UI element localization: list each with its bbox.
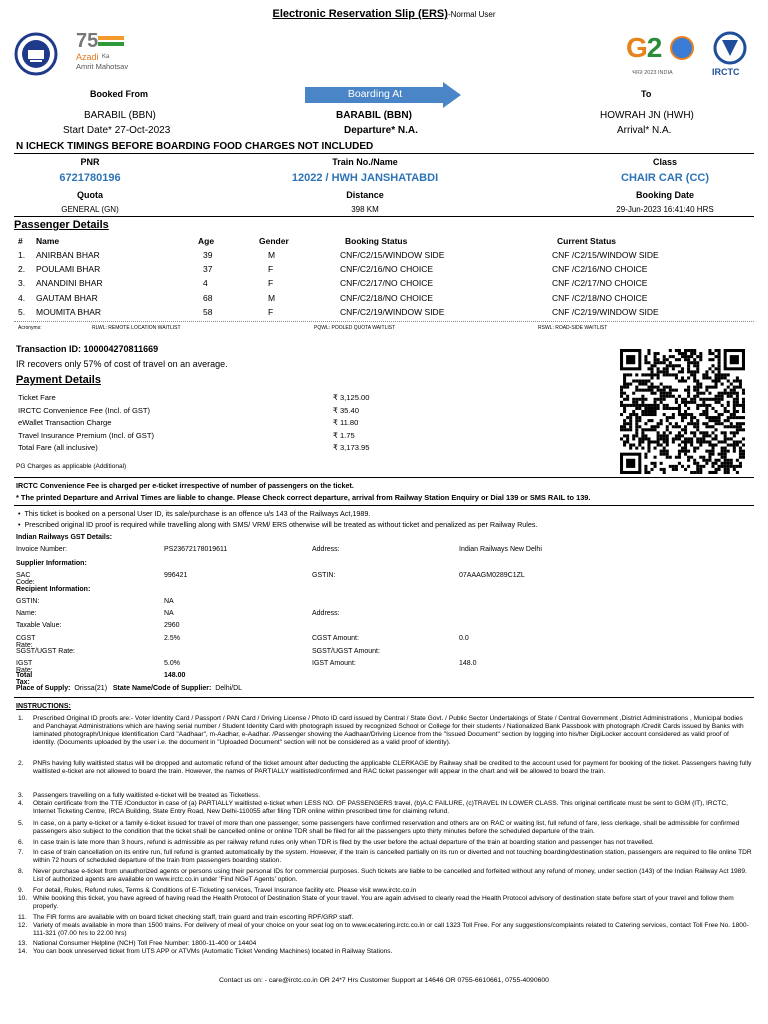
instruction-item: 8. Never purchase e-ticket from unauthorized agents or persons using their personal IDs for commercial purposes. Such tickets are liable to be cancelled and forfeited without any refund of money, under section (143) of the Indian Railway Act 1989. List of authorized agents are available on www.irctc.co.in under 'Find NGeT Agents' option.: [18, 868, 747, 883]
from-station: BARABIL (BBN): [84, 110, 156, 121]
train-value: 12022 / HWH JANSHATABDI: [291, 172, 439, 184]
passenger-cell: CNF /C2/15/WINDOW SIDE: [552, 250, 659, 260]
booking-date-value: 29-Jun-2023 16:41:40 HRS: [616, 205, 714, 214]
instruction-item: 1. Prescribed Original ID proofs are:- Voter Identity Card / Passport / PAN Card / Driving License / Photo ID card issued by Central / State Govt. / Public Sector Undertakings of State / Central Government ,District Administrations , Municipal bodies and Panchayat Administrations which are having serial number / Student Identity Card with photograph issued by recognized School or College for their students / Nationalized Bank Passbook with photograph /Credit Cards issued by Banks with laminated photograph/Unique Identification Card "Aadhaar", m-Aadhar, e-Aadhar. /Passenger showing the Aadhaar/Driving Licence from the "Issued Document" section by logging into his/her DigiLocker account considered as valid proof of identity. (Documents uploaded by the user i.e. the document in "Uploaded Document" section will not be considered as a valid proof of identity).: [18, 715, 744, 746]
page-title: [0, 8, 768, 20]
passenger-cell: 58: [203, 306, 213, 317]
payment-amount: ₹ 3,173.95: [333, 443, 370, 452]
instruction-item: 12. Variety of meals available in more than 1500 trains. For delivery of meal of your choice on your seat log on to www.ecatering.irctc.co.in or call 1323 Toll Free. For any suggestions/complaints related to Catering services, contact Toll Free No. 1800-111-321 (07.00 hrs to 22.00 hrs): [18, 922, 749, 937]
passenger-cell: F: [268, 264, 274, 275]
indian-railways-logo: [14, 32, 58, 76]
passenger-row: [0, 278, 768, 292]
start-date: Start Date* 27-Oct-2023: [63, 125, 171, 136]
train-label: Train No./Name: [332, 157, 398, 167]
convenience-note: IRCTC Convenience Fee is charged per e-ticket irrespective of number of passengers on the ticket.: [16, 481, 354, 490]
passenger-header-row: # Name Age Gender Booking Status Current Status: [18, 236, 617, 246]
quota-label: Quota: [77, 190, 103, 200]
passenger-cell: 37: [203, 264, 213, 275]
distance-label: Distance: [346, 190, 384, 200]
passenger-cell: CNF/C2/15/WINDOW SIDE: [340, 250, 445, 260]
passenger-cell: F: [268, 306, 274, 317]
passenger-cell: 1.: [18, 250, 26, 260]
pg-note: PG Charges as applicable (Additional): [16, 463, 127, 470]
passenger-cell: CNF/C2/17/NO CHOICE: [340, 278, 434, 289]
to-label: To: [641, 89, 652, 99]
payment-amount: ₹ 3,125.00: [333, 393, 370, 402]
boarding-at-arrow: Boarding At: [305, 82, 461, 108]
passenger-cell: ANIRBAN BHAR: [36, 250, 100, 260]
payment-amount: ₹ 1.75: [333, 430, 355, 440]
passenger-heading: Passenger Details: [14, 219, 109, 231]
quota-value: GENERAL (GN): [61, 205, 119, 214]
arrival: Arrival* N.A.: [617, 125, 672, 136]
passenger-cell: CNF/C2/18/NO CHOICE: [340, 292, 434, 303]
payment-label: Travel Insurance Premium (Incl. of GST): [18, 430, 155, 440]
instruction-item: 13. National Consumer Helpline (NCH) Toll Free Number: 1800-11-400 or 14404: [18, 940, 257, 947]
payment-label: IRCTC Convenience Fee (Incl. of GST): [18, 405, 151, 415]
payment-label: Ticket Fare: [18, 393, 56, 402]
acronym-pqwl: PQWL: POOLED QUOTA WAITLIST: [314, 325, 396, 331]
notice-line: N ICHECK TIMINGS BEFORE BOARDING FOOD CHARGES NOT INCLUDED: [16, 141, 374, 152]
bullet-2: • Prescribed original ID proof is required while travelling along with SMS/ VRM/ ERS otherwise will be treated as without ticket and penalized as per Railway Rules.: [18, 520, 538, 529]
azadi-ka-amrit-mahotsav-logo: 75 Azadi Ka Amrit Mahotsav: [76, 30, 129, 71]
passenger-cell: F: [268, 278, 274, 289]
acronym-rswl: RSWL: ROAD-SIDE WAITLIST: [538, 325, 608, 331]
payment-amount: ₹ 11.80: [333, 418, 359, 427]
passenger-cell: CNF /C2/18/NO CHOICE: [552, 292, 648, 303]
passenger-cell: CNF/C2/19/WINDOW SIDE: [340, 306, 445, 317]
recover-note: IR recovers only 57% of cost of travel on an average.: [16, 359, 228, 369]
bullet-1: • This ticket is booked on a personal User ID, its sale/purchase is an offence u/s 143 of the Railways Act,1989.: [18, 509, 371, 518]
instruction-item: 10. While booking this ticket, you have agreed of having read the Health Protocol of Destination State of your travel. You are again advised to clearly read the Health Protocol advisory of destination state before start of your travel and follow them properly.: [18, 895, 734, 910]
passenger-row: [0, 264, 768, 278]
passenger-cell: 3.: [18, 278, 26, 289]
passenger-cell: 2.: [18, 264, 26, 275]
booked-from-label: Booked From: [90, 89, 149, 99]
passenger-cell: POULAMI BHAR: [36, 264, 101, 275]
passenger-cell: GAUTAM BHAR: [36, 292, 98, 303]
departure: Departure* N.A.: [344, 125, 418, 136]
passenger-cell: MOUMITA BHAR: [36, 306, 102, 317]
pnr-value: 6721780196: [59, 172, 121, 184]
passenger-cell: M: [268, 292, 276, 303]
passenger-cell: CNF /C2/17/NO CHOICE: [552, 278, 648, 289]
g20-logo: G2 भारत 2023 INDIA: [626, 32, 698, 80]
instruction-item: 6. In case train is late more than 3 hours, refund is admissible as per railway refund rules only when TDR is filed by the user before the actual departure of the train at boarding station and passenger has not travelled.: [18, 839, 654, 846]
passenger-cell: CNF /C2/19/WINDOW SIDE: [552, 306, 659, 317]
passenger-cell: CNF/C2/16/NO CHOICE: [340, 264, 434, 275]
contact-line: Contact us on: - care@irctc.co.in OR 24*7 Hrs Customer Support at 14646 OR 0755-6610661, 0755-4090600: [219, 977, 549, 984]
passenger-row: [0, 307, 768, 321]
class-value: CHAIR CAR (CC): [621, 172, 709, 184]
instruction-item: 3. Passengers travelling on a fully waitlisted e-ticket will be treated as Ticketless.: [18, 792, 261, 799]
class-label: Class: [652, 157, 678, 167]
payment-label: Total Fare (all inclusive): [18, 443, 98, 452]
instruction-item: 7. In case of train cancellation on its entire run, full refund is granted automatically by the system. However, if the train is cancelled partially on its run or diverted and not touching boarding/destination station, passengers are required to file online TDR within 72 hours of scheduled departure of the train from passengers boarding station.: [18, 849, 752, 864]
passenger-cell: 39: [203, 250, 213, 260]
instruction-item: 14. You can book unreserved ticket from UTS APP or ATVMs (Automatic Ticket Vending Machines) located in Railway Stations.: [18, 948, 393, 955]
boarding-station: BARABIL (BBN): [336, 110, 412, 121]
passenger-cell: 4.: [18, 292, 26, 303]
globe-icon: [670, 36, 694, 60]
passenger-cell: 4: [203, 278, 208, 289]
acronyms-label: Acronyms:: [18, 325, 42, 331]
instruction-item: 9. For detail, Rules, Refund rules, Terms & Conditions of E-Ticketing services, Travel Insurance facility etc. Please visit www.irctc.co.in: [18, 887, 417, 894]
passenger-cell: 68: [203, 292, 213, 303]
passenger-cell: 5.: [18, 306, 26, 317]
irctc-logo: IRCTC: [708, 30, 752, 80]
instruction-item: 11. The FIR forms are available with on board ticket checking staff, train guard and train escorting RPF/GRP staff.: [18, 914, 354, 921]
transaction-id: Transaction ID: 100004270811669: [16, 344, 159, 354]
distance-value: 398 KM: [351, 205, 379, 214]
passenger-cell: CNF /C2/16/NO CHOICE: [552, 264, 648, 275]
payment-amount: ₹ 35.40: [333, 405, 359, 415]
instruction-item: 2. PNRs having fully waitlisted status will be dropped and automatic refund of the ticket amount after deducting the applicable CLERKAGE by Railway shall be credited to the account used for payment for booking of the ticket. Passengers having fully waitlisted e-ticket are not allowed to board the train. However, the names of PARTIALLY waitlisted/confirmed and RAC ticket passenger will appear in the chart and will be allowed to board the train.: [18, 760, 752, 775]
to-station: HOWRAH JN (HWH): [600, 110, 694, 121]
passenger-row: [0, 293, 768, 307]
subtitle: -Normal User: [447, 10, 496, 19]
instruction-item: 4. Obtain certificate from the TTE /Conductor in case of (a) PARTIALLY waitlisted e-ticket when LESS NO. OF PASSENGERS travel, (b)A.C FAILURE, (c)TRAVEL IN LOWER CLASS. This original certificate must be sent to GGM (IT), IRCTC, Internet Ticketing Centre, IRCA Building, State Entry Road, New Delhi-110055 after filing TDR online within prescribed time for claiming refund.: [18, 800, 729, 815]
payment-heading: Payment Details: [16, 374, 101, 386]
qr-code: [620, 349, 745, 474]
timing-note: * The printed Departure and Arrival Times are liable to change. Please Check correct departure, arrival from Railway Station Enquiry or Dial 139 or SMS RAIL to 139.: [16, 493, 591, 502]
booking-date-label: Booking Date: [635, 190, 694, 200]
acronym-rlwl: RLWL: REMOTE LOCATION WAITLIST: [92, 325, 181, 331]
title: Electronic Reservation Slip (ERS): [272, 8, 448, 20]
instructions-heading: INSTRUCTIONS:: [16, 703, 71, 710]
passenger-cell: ANANDINI BHAR: [36, 278, 103, 289]
instruction-item: 5. In case, on a party e-ticket or a family e-ticket issued for travel of more than one passenger, some passengers have confirmed reservation and others are on RAC or waiting list, full refund of fare, less clerkage, shall be admissible for confirmed passengers also subject to the condition that the ticket shall be cancelled online or online TDR shall be filed for all the passengers upto thirty minutes before the scheduled departure of the train.: [18, 820, 740, 835]
passenger-row: [0, 250, 768, 264]
passenger-cell: M: [268, 250, 276, 260]
payment-label: eWallet Transaction Charge: [18, 418, 112, 427]
pnr-label: PNR: [80, 157, 100, 167]
